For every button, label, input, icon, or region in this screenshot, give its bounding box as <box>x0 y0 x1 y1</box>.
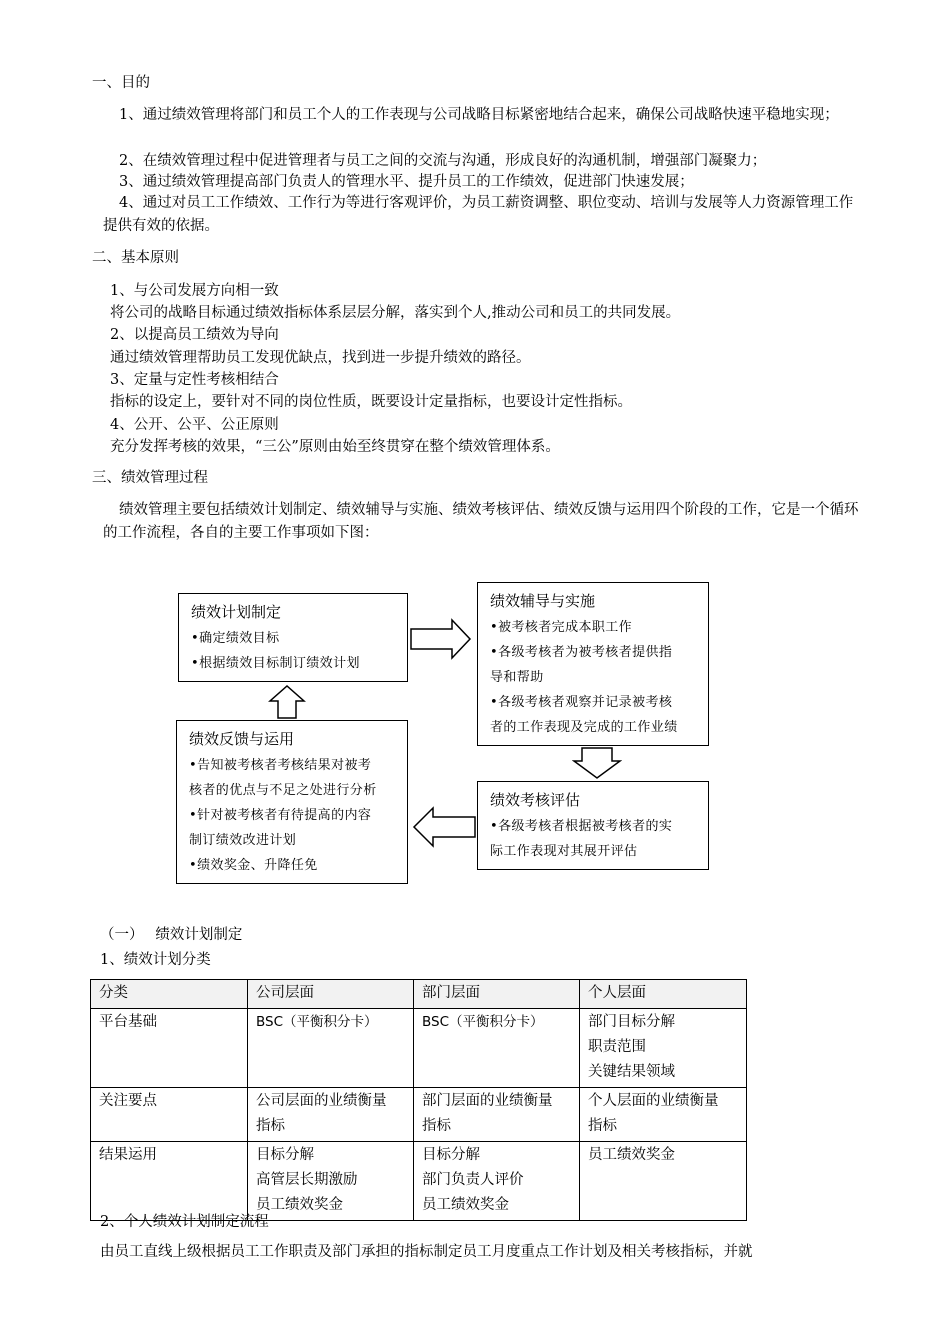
box-feedback-item: 制订绩效改进计划 <box>189 833 297 848</box>
table-cell <box>248 1009 414 1088</box>
flow-title: 2、个人绩效计划制定流程 <box>100 1214 269 1230</box>
table-header-cell: 分类 <box>91 980 248 1009</box>
principle-title-2: 2、以提高员工绩效为导向 <box>110 327 279 343</box>
box-plan-title: 绩效计划制定 <box>191 603 282 621</box>
box-coach-item: •各级考核者观察并记录被考核 <box>490 695 673 710</box>
principle-title-4: 4、公开、公平、公正原则 <box>110 417 279 433</box>
box-coach-item: •被考核者完成本职工作 <box>490 620 633 635</box>
arrow-right-icon <box>410 618 472 660</box>
table-cell <box>580 1009 747 1088</box>
table-title: 1、绩效计划分类 <box>100 952 211 968</box>
table-row <box>91 1142 747 1221</box>
box-plan <box>178 593 408 682</box>
arrow-up-icon <box>268 685 306 719</box>
table-row <box>91 1088 747 1142</box>
principle-title-1: 1、与公司发展方向相一致 <box>110 283 279 299</box>
box-feedback-item: •针对被考核者有待提高的内容 <box>189 808 372 823</box>
table-header-row <box>91 980 747 1009</box>
cell-line: BSC（平衡积分卡） <box>422 1014 544 1030</box>
cell-line: 个人层面的业绩衡量 <box>588 1093 719 1109</box>
cell-line: 高管层长期激励 <box>256 1172 358 1188</box>
table-cell <box>414 1088 580 1142</box>
cell-line: 职责范围 <box>588 1039 646 1055</box>
box-feedback-item: •告知被考核者考核结果对被考 <box>189 758 372 773</box>
principle-desc-4: 充分发挥考核的效果，“三公”原则由始至终贯穿在整个绩效管理体系。 <box>110 439 560 455</box>
cell-line: 员工绩效奖金 <box>422 1197 509 1213</box>
box-coach-title: 绩效辅导与实施 <box>490 592 596 610</box>
box-eval-title: 绩效考核评估 <box>490 791 581 809</box>
box-eval-item: •各级考核者根据被考核者的实 <box>490 819 673 834</box>
cell-line: BSC（平衡积分卡） <box>256 1014 378 1030</box>
purpose-item-1: 1、通过绩效管理将部门和员工个人的工作表现与公司战略目标紧密地结合起来，确保公司战略快速平稳地实现； <box>119 107 839 123</box>
box-coach <box>477 582 709 746</box>
cell-line: 目标分解 <box>256 1147 314 1163</box>
principle-title-3: 3、定量与定性考核相结合 <box>110 372 279 388</box>
section-heading-process: 三、绩效管理过程 <box>92 470 208 486</box>
plan-classification-table <box>90 979 747 1221</box>
table-cell <box>414 1009 580 1088</box>
box-feedback-title: 绩效反馈与运用 <box>189 730 295 748</box>
cell-line: 关键结果领域 <box>588 1064 675 1080</box>
purpose-item-3: 3、通过绩效管理提高部门负责人的管理水平、提升员工的工作绩效，促进部门快速发展； <box>119 174 694 190</box>
table-cell-label: 结果运用 <box>91 1142 248 1221</box>
table-cell-label: 关注要点 <box>91 1088 248 1142</box>
box-coach-item: 者的工作表现及完成的工作业绩 <box>490 720 678 735</box>
cell-line: 部门负责人评价 <box>422 1172 524 1188</box>
table-row <box>91 1009 747 1088</box>
cell-line: 指标 <box>588 1118 617 1134</box>
flow-text: 由员工直线上级根据员工工作职责及部门承担的指标制定员工月度重点工作计划及相关考核指标，并就 <box>100 1244 753 1260</box>
table-cell <box>580 1142 747 1221</box>
cell-line: 指标 <box>256 1118 285 1134</box>
process-intro: 绩效管理主要包括绩效计划制定、绩效辅导与实施、绩效考核评估、绩效反馈与运用四个阶段的工作，它是一个循环的工作流程，各自的主要工作事项如下图： <box>103 502 859 541</box>
section-heading-principles: 二、基本原则 <box>92 250 179 266</box>
box-feedback-item: 核者的优点与不足之处进行分析 <box>189 783 377 798</box>
cell-line: 公司层面的业绩衡量 <box>256 1093 387 1109</box>
table-cell <box>580 1088 747 1142</box>
table-cell <box>248 1088 414 1142</box>
cell-line: 员工绩效奖金 <box>588 1147 675 1163</box>
table-cell <box>414 1142 580 1221</box>
principle-desc-3: 指标的设定上，要针对不同的岗位性质，既要设计定量指标，也要设计定性指标。 <box>110 394 632 410</box>
principle-desc-1: 将公司的战略目标通过绩效指标体系层层分解，落实到个人,推动公司和员工的共同发展。 <box>110 305 681 321</box>
box-plan-item: •根据绩效目标制订绩效计划 <box>191 656 360 671</box>
principle-desc-2: 通过绩效管理帮助员工发现优缺点，找到进一步提升绩效的路径。 <box>110 350 531 366</box>
cell-line: 目标分解 <box>422 1147 480 1163</box>
box-plan-item: •确定绩效目标 <box>191 631 280 646</box>
box-feedback-item: •绩效奖金、升降任免 <box>189 858 318 873</box>
subsection-heading-plan: （一） 绩效计划制定 <box>100 927 243 943</box>
cell-line: 员工绩效奖金 <box>256 1197 343 1213</box>
box-coach-item: •各级考核者为被考核者提供指 <box>490 645 673 660</box>
cell-line: 部门目标分解 <box>588 1014 675 1030</box>
box-eval-item: 际工作表现对其展开评估 <box>490 844 638 859</box>
table-cell <box>248 1142 414 1221</box>
box-eval <box>477 781 709 870</box>
cell-line: 部门层面的业绩衡量 <box>422 1093 553 1109</box>
table-header-cell: 公司层面 <box>248 980 414 1009</box>
table-cell-label: 平台基础 <box>91 1009 248 1088</box>
cell-line: 指标 <box>422 1118 451 1134</box>
purpose-item-4: 4、通过对员工工作绩效、工作行为等进行客观评价，为员工薪资调整、职位变动、培训与发展等人力资源管理工作提供有效的依据。 <box>103 195 854 234</box>
box-feedback <box>176 720 408 884</box>
box-coach-item: 导和帮助 <box>490 670 544 685</box>
arrow-down-icon <box>572 747 622 779</box>
table-header-cell: 部门层面 <box>414 980 580 1009</box>
section-heading-purpose: 一、目的 <box>92 75 150 91</box>
table-header-cell: 个人层面 <box>580 980 747 1009</box>
arrow-left-icon <box>412 806 476 848</box>
purpose-item-2: 2、在绩效管理过程中促进管理者与员工之间的交流与沟通，形成良好的沟通机制，增强部门凝聚力； <box>119 153 767 169</box>
